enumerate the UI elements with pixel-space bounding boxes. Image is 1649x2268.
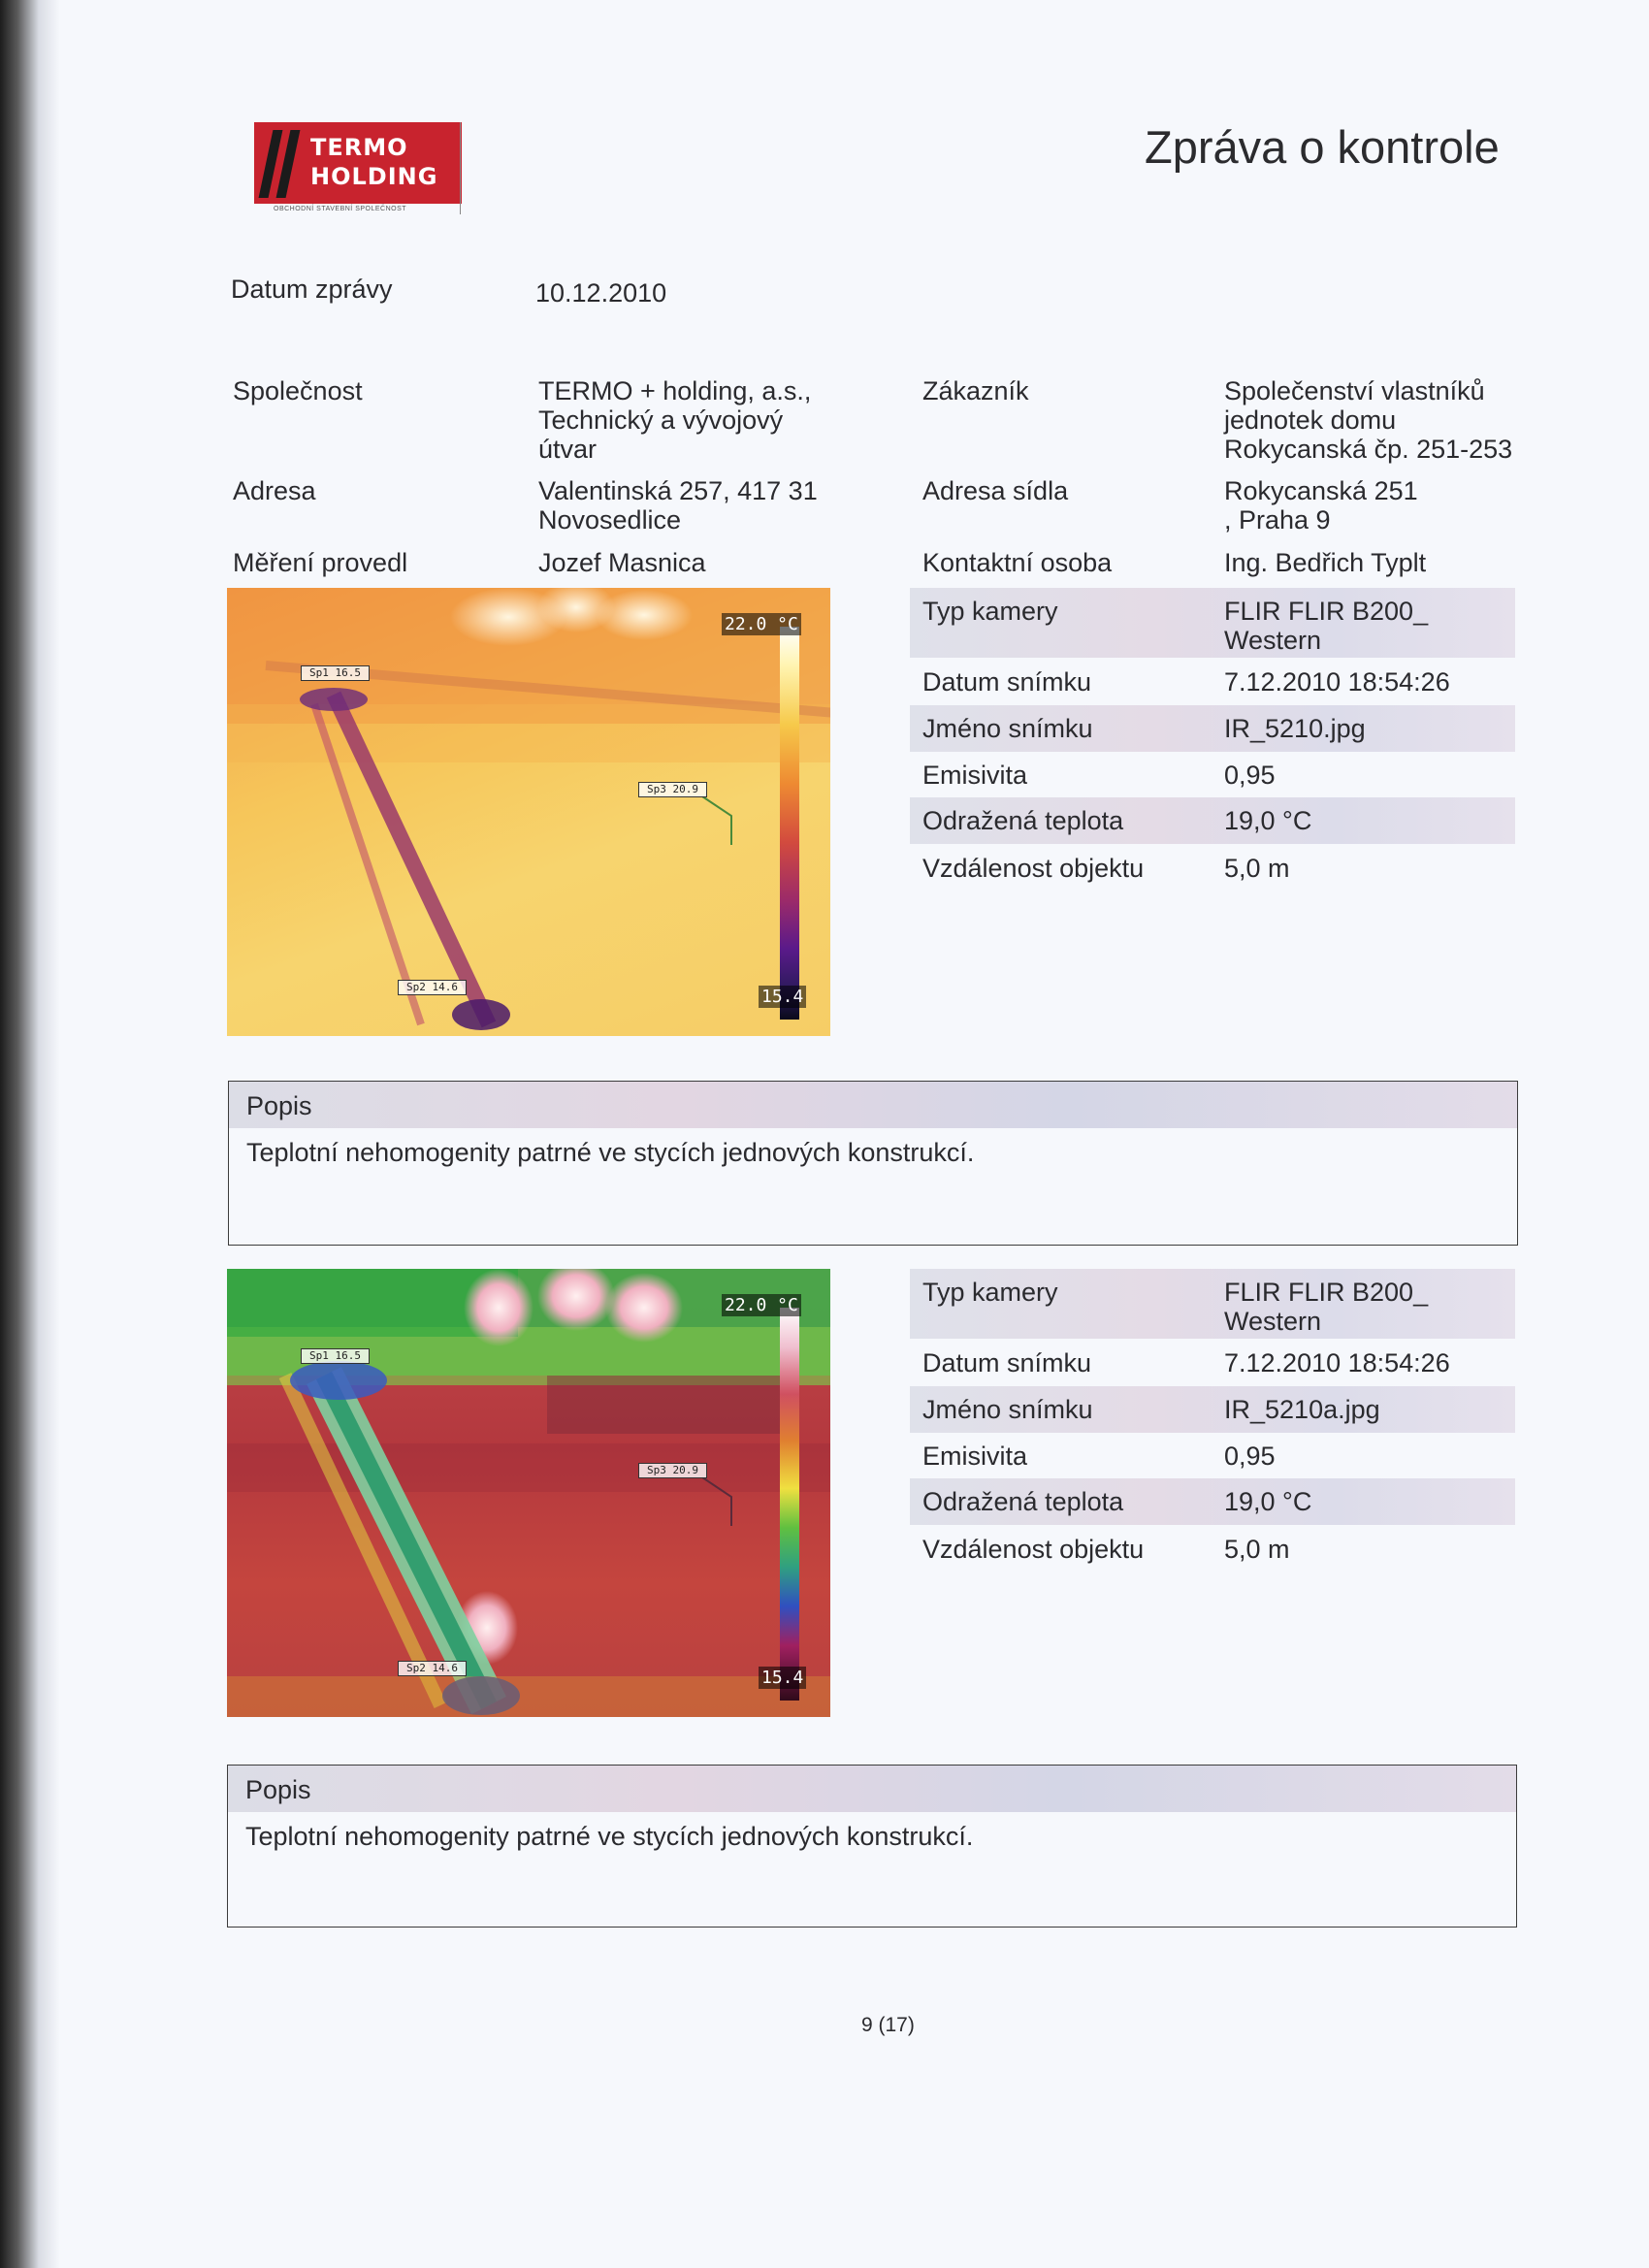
- contact-person-value: Ing. Bedřich Typlt: [1224, 548, 1427, 577]
- param-1-reflected-label: Odražená teplota: [922, 806, 1124, 835]
- description-box-2: [227, 1765, 1517, 1928]
- param-1-date-label: Datum snímku: [922, 667, 1092, 697]
- param-1-filename-label: Jméno snímku: [922, 714, 1093, 743]
- company-label: Společnost: [233, 376, 363, 405]
- param-1-distance-value: 5,0 m: [1224, 854, 1290, 883]
- address-value: Valentinská 257, 417 31 Novosedlice: [538, 476, 818, 535]
- param-2-distance-value: 5,0 m: [1224, 1535, 1290, 1564]
- description-box-2-header: [228, 1766, 1516, 1812]
- logo-badge: [254, 122, 462, 204]
- thermal-image-1: [227, 588, 830, 1036]
- description-box-1-header: [229, 1082, 1517, 1128]
- scan-edge-shadow: [0, 0, 60, 2268]
- temperature-scale-bar-1: [780, 627, 799, 1020]
- measured-by-value: Jozef Masnica: [538, 548, 706, 577]
- scale-max-label-1: 22.0 °C: [722, 613, 801, 635]
- page-number: 9 (17): [861, 2014, 915, 2036]
- scale-max-label-2: 22.0 °C: [722, 1294, 801, 1316]
- contact-person-label: Kontaktní osoba: [922, 548, 1113, 577]
- thermal-image-1-drawing: [227, 588, 830, 1036]
- description-1-text: Teplotní nehomogenity patrné ve stycích jednových konstrukcí.: [246, 1138, 975, 1167]
- param-2-filename-label: Jméno snímku: [922, 1395, 1093, 1424]
- spot-label-1-sp2: Sp2 14.6: [398, 980, 467, 995]
- spot-label-2-sp3: Sp3 20.9: [638, 1463, 707, 1478]
- logo-divider: [460, 122, 461, 214]
- param-1-date-value: 7.12.2010 18:54:26: [1224, 667, 1450, 697]
- scale-min-label-1: 15.4: [759, 986, 806, 1008]
- logo-text-line1: TERMO: [310, 134, 408, 161]
- param-2-camera-label: Typ kamery: [922, 1278, 1058, 1307]
- report-date-value: 10.12.2010: [535, 278, 667, 308]
- spot-label-2-sp2: Sp2 14.6: [398, 1661, 467, 1676]
- spot-label-1-sp3: Sp3 20.9: [638, 782, 707, 797]
- seat-address-label: Adresa sídla: [922, 476, 1069, 505]
- thermal-image-2-drawing: [227, 1269, 830, 1717]
- description-box-1: [228, 1081, 1518, 1246]
- description-1-label: Popis: [246, 1091, 312, 1120]
- spot-label-1-sp1: Sp1 16.5: [301, 665, 370, 681]
- param-2-reflected-value: 19,0 °C: [1224, 1487, 1312, 1516]
- param-1-reflected-value: 19,0 °C: [1224, 806, 1312, 835]
- param-2-emissivity-value: 0,95: [1224, 1442, 1276, 1471]
- temperature-scale-bar-2: [780, 1308, 799, 1701]
- termo-holding-logo: [254, 122, 462, 215]
- seat-address-value: Rokycanská 251 , Praha 9: [1224, 476, 1418, 535]
- spot-label-2-sp1: Sp1 16.5: [301, 1348, 370, 1364]
- param-1-emissivity-value: 0,95: [1224, 761, 1276, 790]
- param-2-filename-value: IR_5210a.jpg: [1224, 1395, 1380, 1424]
- page-title: Zpráva o kontrole: [1145, 121, 1500, 173]
- description-2-label: Popis: [245, 1775, 311, 1804]
- param-1-filename-value: IR_5210.jpg: [1224, 714, 1366, 743]
- param-2-emissivity-label: Emisivita: [922, 1442, 1028, 1471]
- report-date-label: Datum zprávy: [231, 275, 393, 304]
- param-1-distance-label: Vzdálenost objektu: [922, 854, 1145, 883]
- address-label: Adresa: [233, 476, 316, 505]
- company-value: TERMO + holding, a.s., Technický a vývojový útvar: [538, 376, 812, 464]
- logo-bars-icon: [262, 130, 301, 198]
- param-2-date-value: 7.12.2010 18:54:26: [1224, 1348, 1450, 1377]
- scale-min-label-2: 15.4: [759, 1667, 806, 1689]
- customer-label: Zákazník: [922, 376, 1029, 405]
- param-2-distance-label: Vzdálenost objektu: [922, 1535, 1145, 1564]
- param-1-camera-value: FLIR FLIR B200_ Western: [1224, 597, 1429, 655]
- customer-value: Společenství vlastníků jednotek domu Rokycanská čp. 251-253: [1224, 376, 1513, 464]
- param-2-date-label: Datum snímku: [922, 1348, 1092, 1377]
- param-1-emissivity-label: Emisivita: [922, 761, 1028, 790]
- logo-text-line2: HOLDING: [310, 163, 438, 190]
- param-2-camera-value: FLIR FLIR B200_ Western: [1224, 1278, 1429, 1336]
- thermal-image-2: [227, 1269, 830, 1717]
- description-2-text: Teplotní nehomogenity patrné ve stycích jednových konstrukcí.: [245, 1822, 974, 1851]
- param-1-camera-label: Typ kamery: [922, 597, 1058, 626]
- measured-by-label: Měření provedl: [233, 548, 408, 577]
- param-2-reflected-label: Odražená teplota: [922, 1487, 1124, 1516]
- logo-subtitle: OBCHODNÍ STAVEBNÍ SPOLEČNOST: [274, 206, 407, 212]
